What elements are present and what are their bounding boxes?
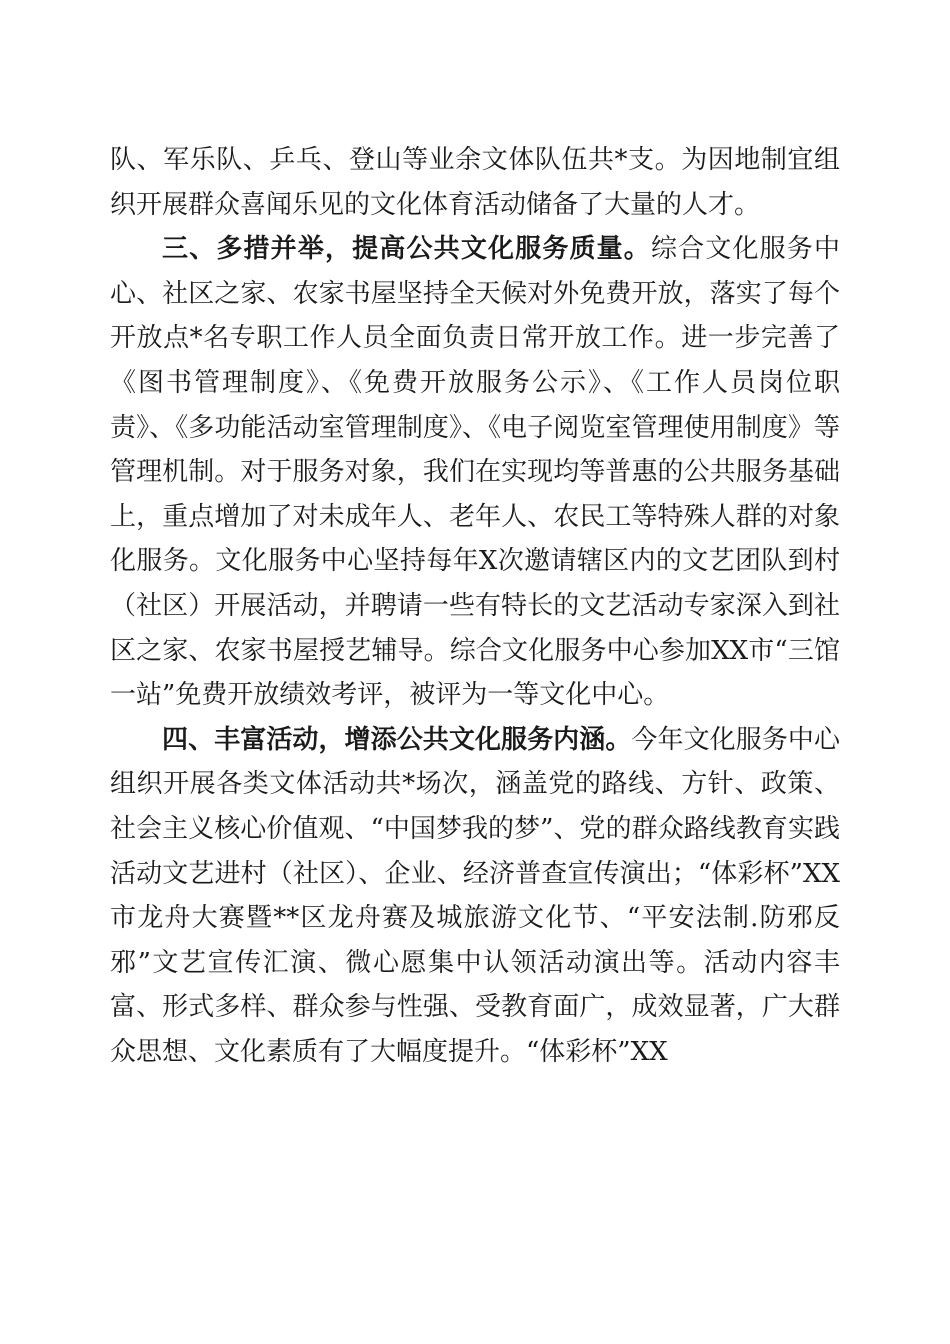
section-heading: 四、丰富活动，增添公共文化服务内涵。 (162, 724, 632, 755)
paragraph-body: 今年文化服务中心组织开展各类文体活动共*场次，涵盖党的路线、方针、政策、社会主义核心价值观、“中国梦我的梦”、党的群众路线教育实践活动文艺进村（社区）、企业、经济普查宣传演出；“体彩杯”XX市龙舟大赛暨**区龙舟赛及城旅游文化节、“平安法制.防邪反邪”文艺宣传汇演、微心愿集中认领活动演出等。活动内容丰富、形式多样、群众参与性强、受教育面广，成效显著，广大群众思想、文化素质有了大幅度提升。“体彩杯”XX (110, 724, 840, 1067)
paragraph-section-four (110, 718, 840, 1075)
paragraph-body: 综合文化服务中心、社区之家、农家书屋坚持全天候对外免费开放，落实了每个开放点*名专职工作人员全面负责日常开放工作。进一步完善了《图书管理制度》、《免费开放服务公示》、《工作人员岗位职责》、《多功能活动室管理制度》、《电子阅览室管理使用制度》等管理机制。对于服务对象，我们在实现均等普惠的公共服务基础上，重点增加了对未成年人、老年人、农民工等特殊人群的对象化服务。文化服务中心坚持每年X次邀请辖区内的文艺团队到村（社区）开展活动，并聘请一些有特长的文艺活动专家深入到社区之家、农家书屋授艺辅导。综合文化服务中心参加XX市“三馆一站”免费开放绩效考评，被评为一等文化中心。 (110, 234, 840, 711)
paragraph-continuation (110, 138, 840, 227)
paragraph-body: 队、军乐队、乒乓、登山等业余文体队伍共*支。为因地制宜组织开展群众喜闻乐见的文化体育活动储备了大量的人才。 (110, 145, 840, 220)
document-body (110, 138, 840, 1074)
paragraph-section-three (110, 227, 840, 718)
section-heading: 三、多措并举，提高公共文化服务质量。 (162, 234, 651, 265)
